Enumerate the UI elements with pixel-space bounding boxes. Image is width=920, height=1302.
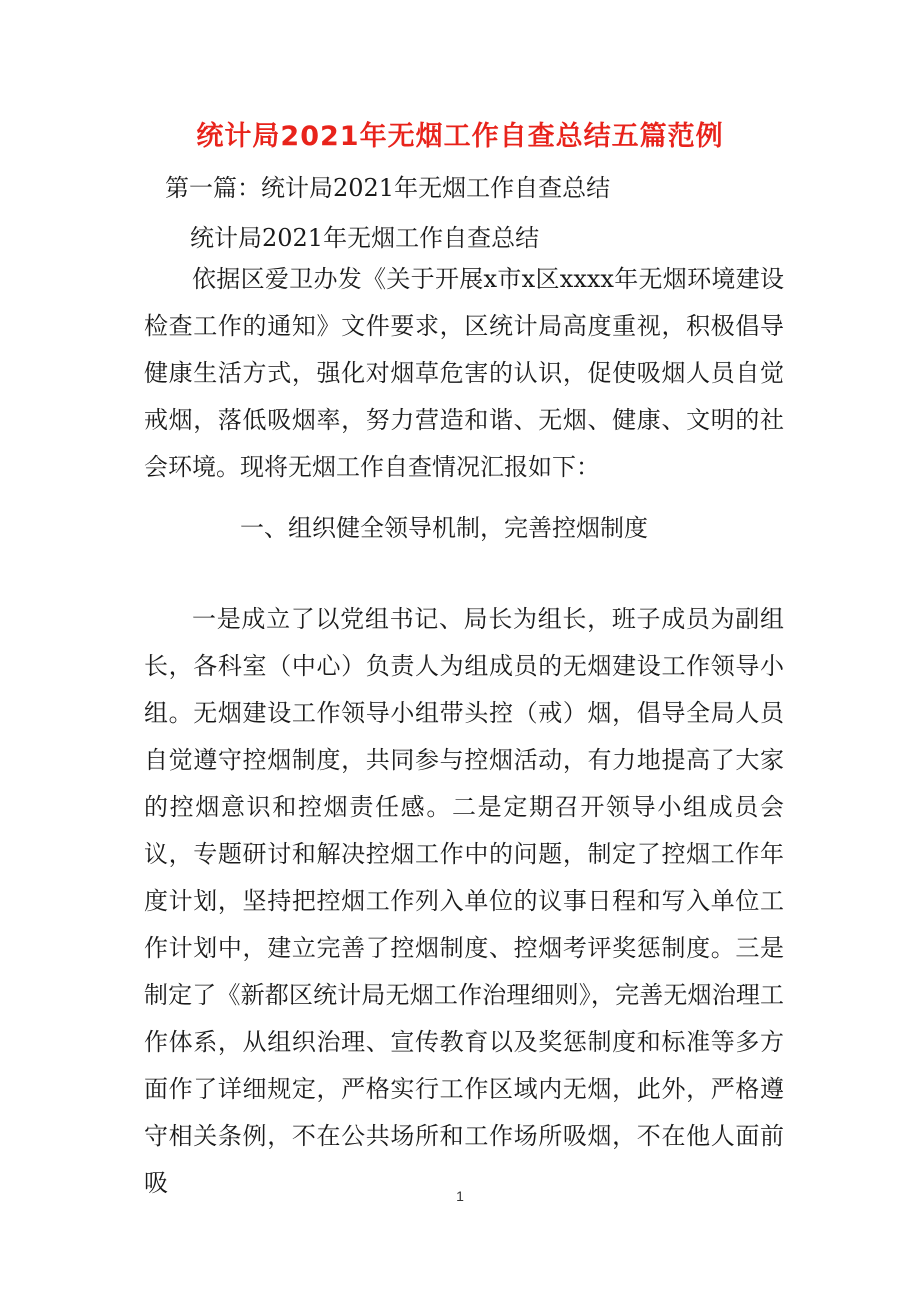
body-text: 一是成立了以党组书记、局长为组长，班子成员为副组长，各科室（中心）负责人为组成员的无烟建设工作领导小组。无烟建设工作领导小组带头控（戒）烟，倡导全局人员自觉遵守控烟制度，共同参与控烟活动，有力地提高了大家的控烟意识和控烟责任感。二是定期召开领导小组成员会议，专题研讨和解决控烟工作中的问题，制定了控烟工作年度计划，坚持把控烟工作列入单位的议事日程和写入单位工作计划中，建立完善了控烟制度、控烟考评奖惩制度。三是制定了《新都区统计局无烟工作治理细则》，完善无烟治理工作体系，从组织治理、宣传教育以及奖惩制度和标准等多方面作了详细规定，严格实行工作区域内无烟，此外，严格遵守相关条例，不在公共场所和工作场所吸烟，不在他人面前吸 [144,605,784,1197]
sub-title: 统计局2021年无烟工作自查总结 [190,224,540,252]
chapter-heading: 第一篇：统计局2021年无烟工作自查总结 [165,174,611,202]
section-heading: 一、组织健全领导机制，完善控烟制度 [240,514,648,542]
document-title: 统计局2021年无烟工作自查总结五篇范例 [196,121,724,152]
page-number: 1 [456,1188,464,1204]
intro-text: 依据区爱卫办发《关于开展x市x区xxxx年无烟环境建设检查工作的通知》文件要求，区统计局高度重视，积极倡导健康生活方式，强化对烟草危害的认识，促使吸烟人员自觉戒烟，落低吸烟率，努力营造和谐、无烟、健康、文明的社会环境。现将无烟工作自查情况汇报如下： [144,265,784,481]
intro-paragraph [144,256,784,491]
body-paragraph [144,596,784,1207]
